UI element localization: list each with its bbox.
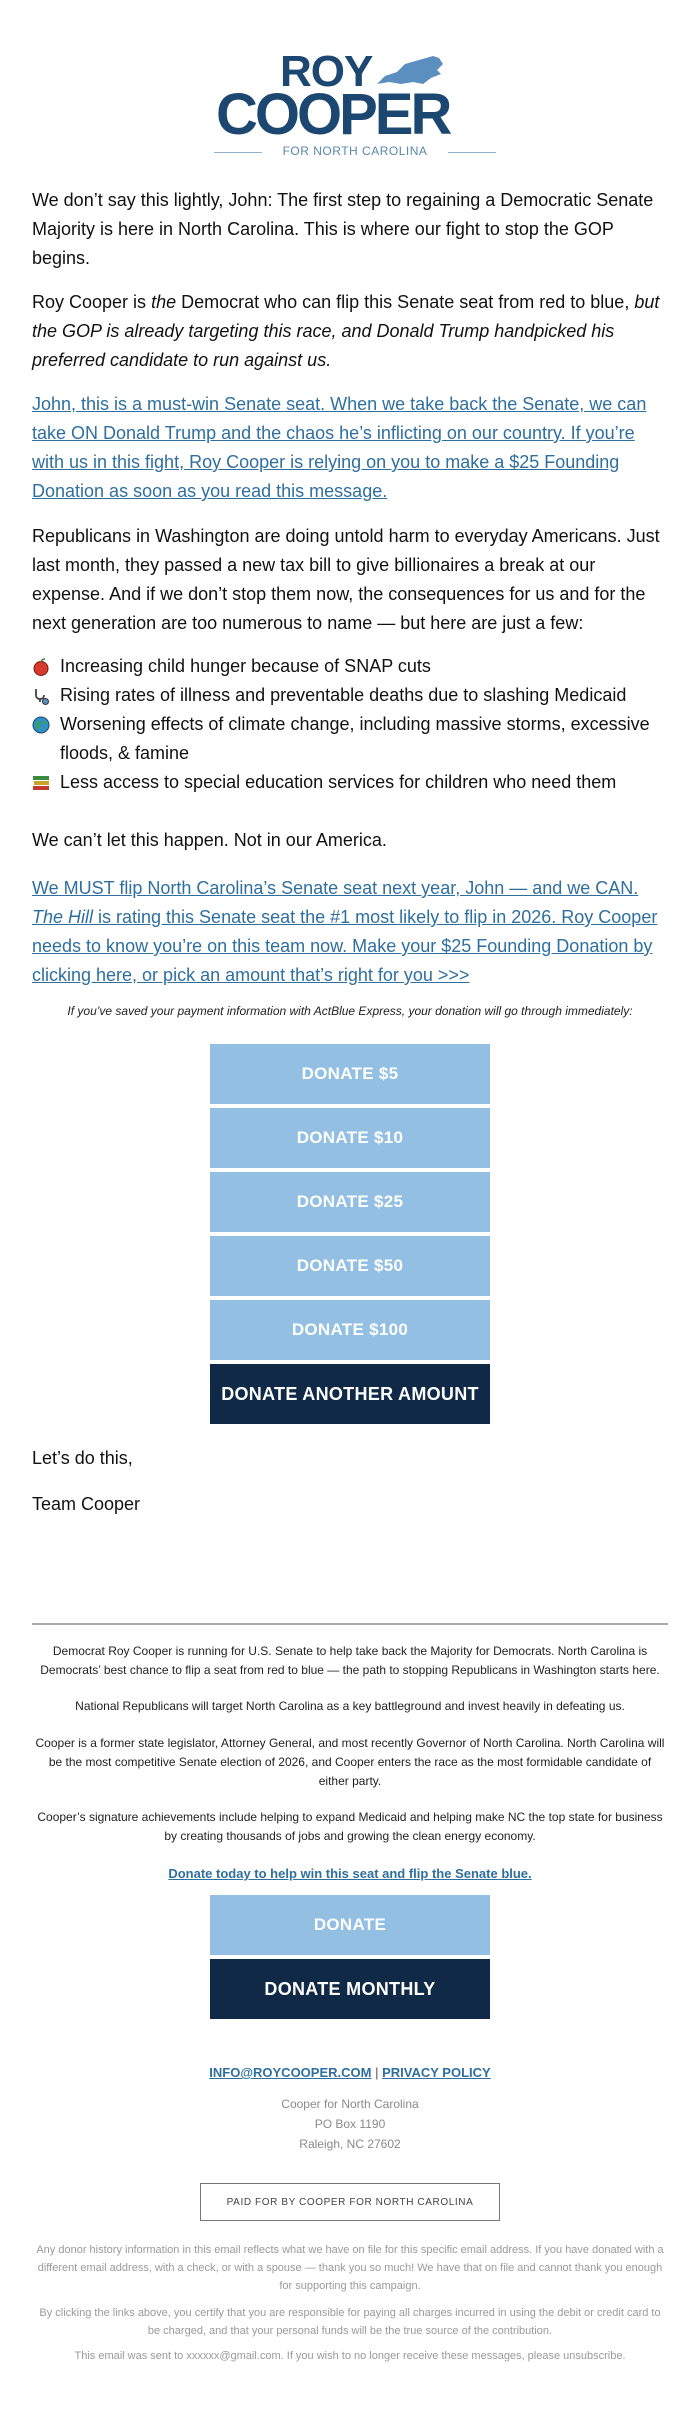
p2-italic-warning: but the GOP is already targeting this race, and Donald Trump handpicked his preferred candidate to run against us.	[32, 292, 660, 370]
intro-paragraph-1	[32, 186, 668, 273]
actblue-note: If you’ve saved your payment information with ActBlue Express, your donation will go through immediately:	[67, 1004, 633, 1018]
harm-text: Increasing child hunger because of SNAP cuts	[60, 656, 431, 676]
list-item	[32, 681, 672, 710]
books-icon	[32, 774, 50, 792]
unsubscribe-note: This email was sent to xxxxxx@gmail.com. If you wish to no longer receive these messages, please unsubscribe.	[74, 2350, 626, 2362]
campaign-logo[interactable]	[210, 46, 500, 164]
globe-icon	[32, 716, 50, 734]
footer-about-2: National Republicans will target North Carolina as a key battleground and invest heavily in defeating us.	[75, 1699, 625, 1713]
footer-about-4: Cooper’s signature achievements include helping to expand Medicaid and helping make NC the top state for business by creating thousands of jobs and growing the clean energy economy.	[37, 1810, 663, 1843]
intro-text-2	[32, 288, 668, 375]
intro-text-4: Republicans in Washington are doing untold harm to everyday Americans. Just last month, they passed a new tax bill to give billionaires a break at our expense. And if we don’t stop them now, the consequences for us and for the next generation are too numerous to name — but here are just a few:	[32, 526, 660, 633]
donate-5-button[interactable]: DONATE $5	[210, 1044, 490, 1104]
footer-donate-monthly-button[interactable]: DONATE MONTHLY	[210, 1959, 490, 2019]
signoff-line-2: Team Cooper	[32, 1494, 141, 1514]
donate-10-button[interactable]: DONATE $10	[210, 1108, 490, 1168]
logo-tagline: FOR NORTH CAROLINA	[210, 144, 500, 158]
p6-part-a: We MUST flip North Carolina’s Senate seat next year, John — and we CAN.	[32, 878, 639, 898]
harm-text: Worsening effects of climate change, including massive storms, excessive floods, & famine	[60, 714, 650, 763]
founding-donation-link[interactable]: John, this is a must-win Senate seat. When we take back the Senate, we can take ON Donald Trump and the chaos he’s inflicting on our country. If you’re with us in this fight, Roy Cooper is relying on you to make a $25 Founding Donation as soon as you read this message.	[32, 394, 647, 501]
donate-50-button[interactable]: DONATE $50	[210, 1236, 490, 1296]
footer-links	[0, 2065, 700, 2080]
intro-paragraph-2	[32, 288, 668, 375]
p6-part-c: is rating this Senate seat the #1 most likely to flip in 2026. Roy Cooper needs to know you’re on this team now. Make your $25 Founding Donation by clicking here, or pick an amount that’s right for you >>>	[32, 907, 658, 985]
donate-25-button[interactable]: DONATE $25	[210, 1172, 490, 1232]
p2-part-c: Democrat who can flip this Senate seat from red to blue,	[176, 292, 635, 312]
closing-text-1: We can’t let this happen. Not in our America.	[32, 830, 387, 850]
payment-certification-note: By clicking the links above, you certify that you are responsible for paying all charges incurred in using the debit or credit card to be charged, and that your personal funds will be the true source of the contribution.	[39, 2307, 661, 2337]
intro-paragraph-4	[32, 522, 668, 638]
list-item	[32, 652, 672, 681]
p2-part-a: Roy Cooper is	[32, 292, 152, 312]
p2-emphasis-the: the	[151, 292, 177, 312]
donate-another-amount-button[interactable]: DONATE ANOTHER AMOUNT	[210, 1364, 490, 1424]
donor-history-note: Any donor history information in this email reflects what we have on file for this specific email address. If you have donated with a different email address, with a check, or with a spouse — thank you so much! We have that on file and cannot thank you enough for supporting this campaign.	[36, 2244, 664, 2292]
mailing-address	[0, 2094, 700, 2154]
donate-100-button[interactable]: DONATE $100	[210, 1300, 490, 1360]
apple-icon	[32, 658, 50, 676]
stethoscope-icon	[32, 687, 50, 705]
footer-divider	[32, 1623, 668, 1625]
address-line: PO Box 1190	[314, 2117, 386, 2131]
address-line: Cooper for North Carolina	[281, 2097, 419, 2111]
footer-donate-button[interactable]: DONATE	[210, 1895, 490, 1955]
paid-for-disclaimer: PAID FOR BY COOPER FOR NORTH CAROLINA	[200, 2183, 500, 2221]
flip-seat-donation-link[interactable]	[32, 878, 657, 985]
footer-about-3: Cooper is a former state legislator, Attorney General, and most recently Governor of North Carolina. North Carolina will be the most competitive Senate election of 2026, and Cooper enters the race as the most formidable candidate of either party.	[35, 1736, 665, 1788]
closing-paragraph-1	[32, 826, 668, 855]
privacy-policy-link[interactable]: PRIVACY POLICY	[382, 2065, 491, 2080]
harm-text: Rising rates of illness and preventable deaths due to slashing Medicaid	[60, 685, 627, 705]
list-item	[32, 710, 672, 768]
harm-text: Less access to special education services for children who need them	[60, 772, 617, 792]
harms-list	[32, 652, 672, 797]
email-link[interactable]: INFO@ROYCOOPER.COM	[209, 2065, 372, 2080]
footer-about-1: Democrat Roy Cooper is running for U.S. Senate to help take back the Majority for Democrats. North Carolina is Democrats’ best chance to flip a seat from red to blue — the path to stopping Republicans in Washington starts here.	[40, 1644, 660, 1677]
closing-paragraph-2	[32, 874, 668, 990]
logo-roy: ROY	[280, 47, 373, 96]
footer-donate-link[interactable]: Donate today to help win this seat and flip the Senate blue.	[168, 1866, 532, 1881]
signoff-line-1: Let’s do this,	[32, 1448, 133, 1468]
logo-cooper: COOPER	[216, 82, 450, 147]
intro-text-1: We don’t say this lightly, John: The first step to regaining a Democratic Senate Majority is here in North Carolina. This is where our fight to stop the GOP begins.	[32, 190, 654, 268]
the-hill-title: The Hill	[32, 907, 94, 927]
list-item	[32, 768, 672, 797]
address-line: Raleigh, NC 27602	[299, 2137, 401, 2151]
intro-paragraph-3	[32, 390, 668, 506]
link-separator: |	[375, 2065, 379, 2080]
